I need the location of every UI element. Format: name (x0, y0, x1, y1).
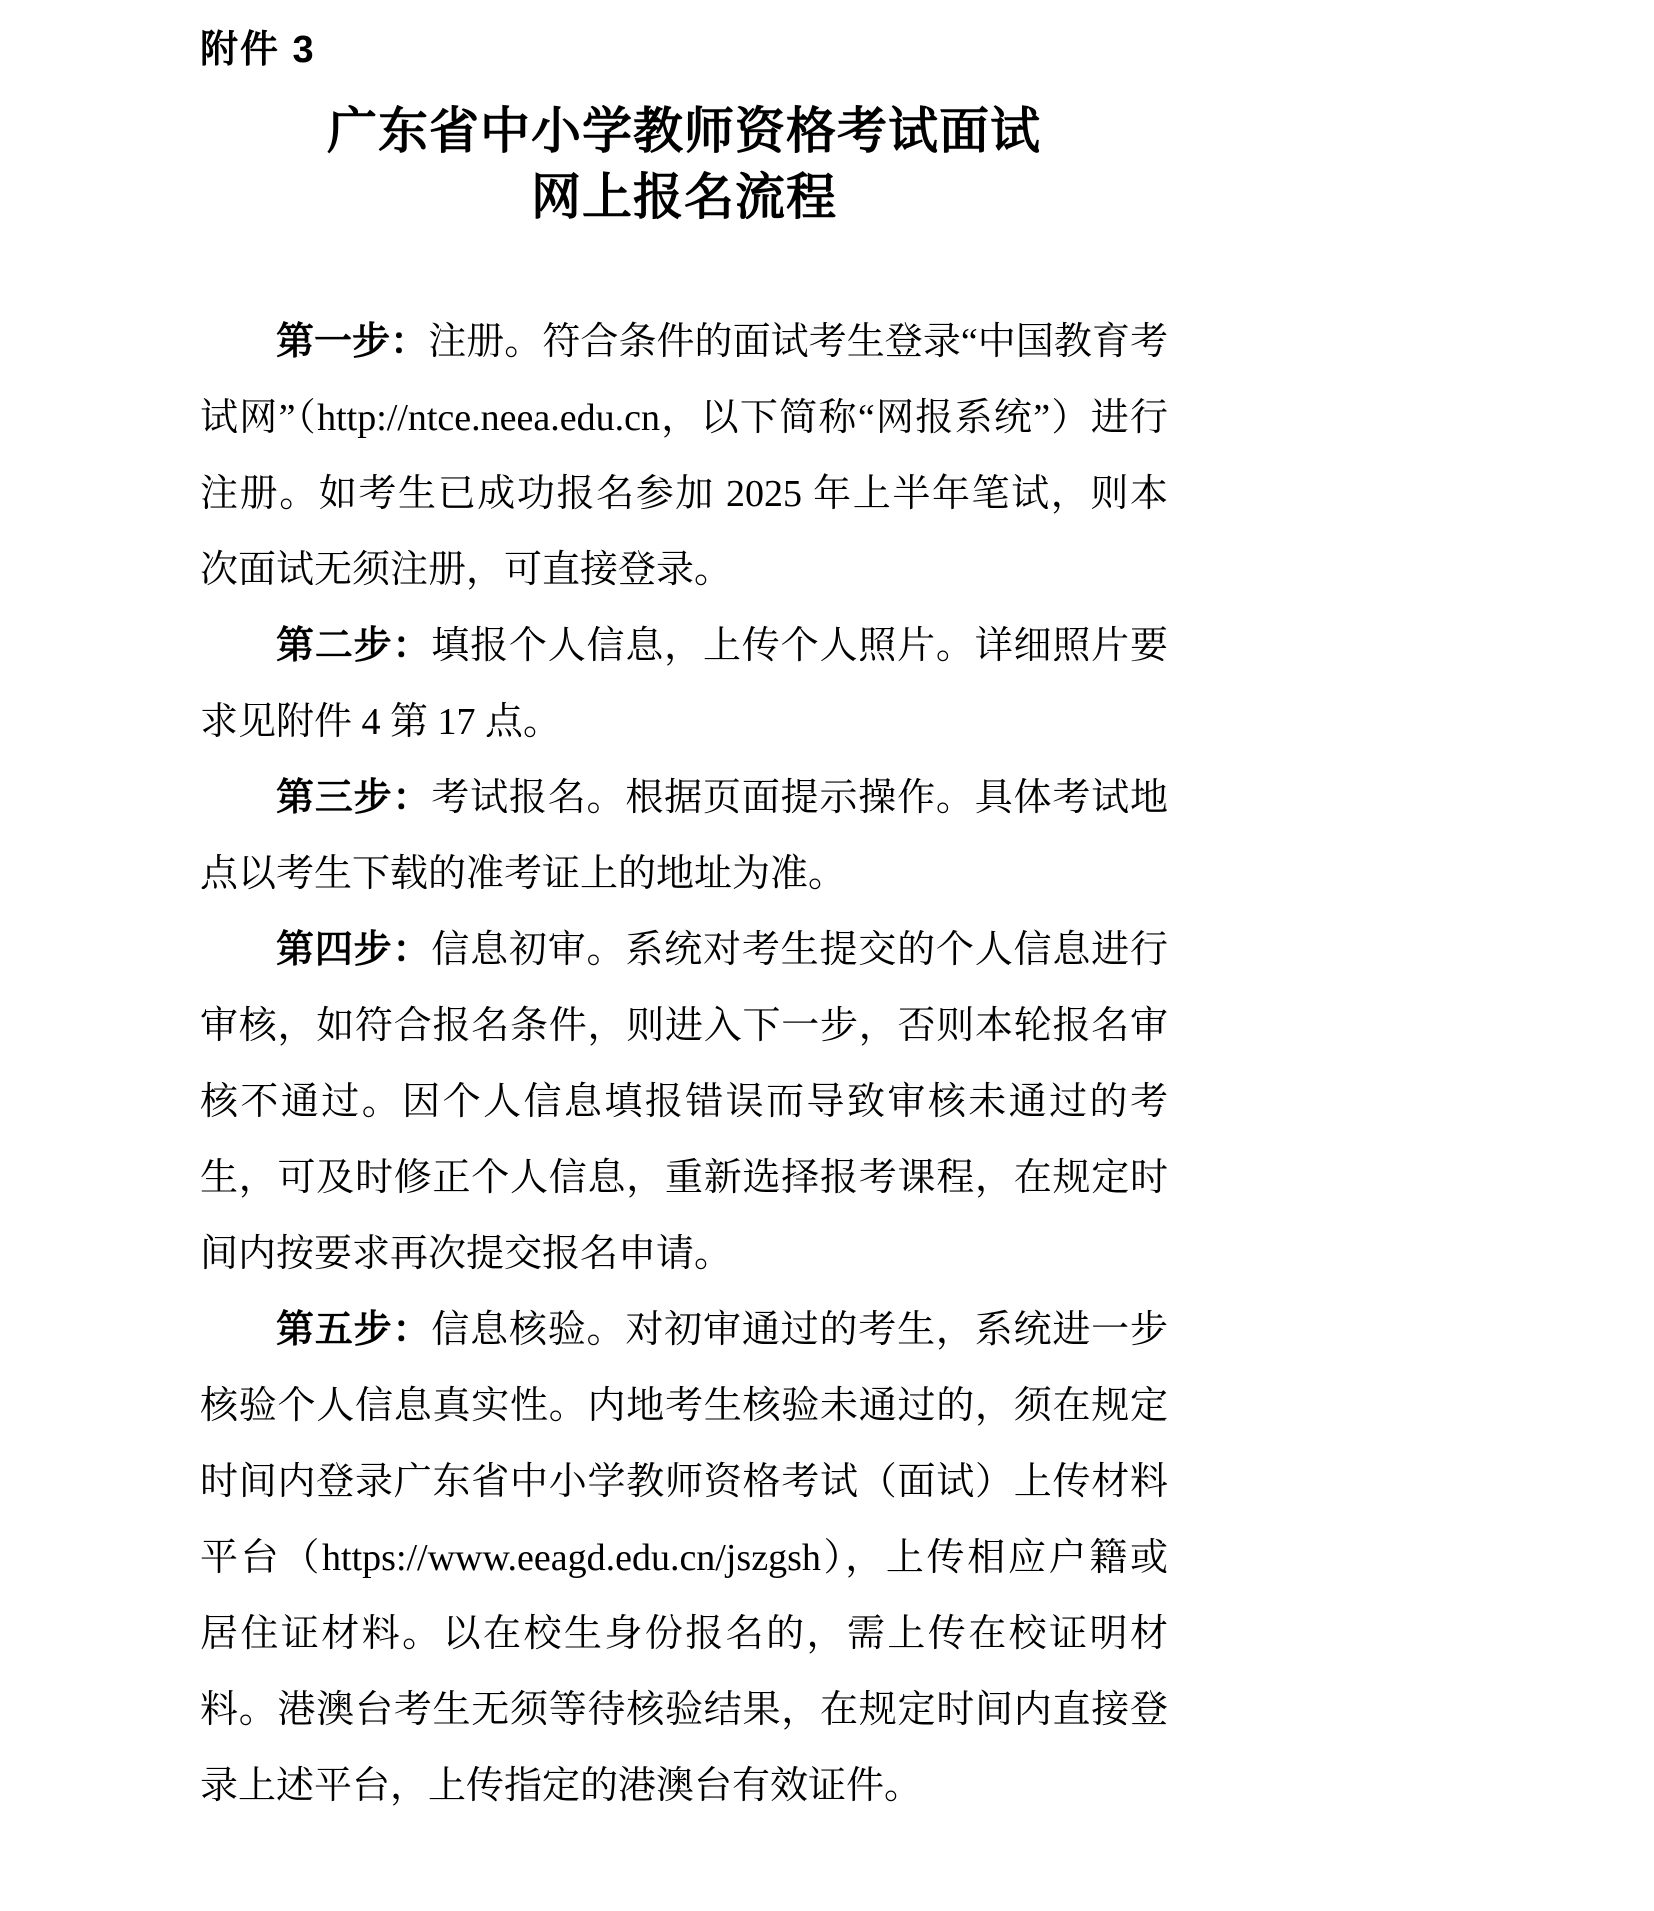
step-paragraph-2: 第二步：填报个人信息，上传个人照片。详细照片要求见附件 4 第 17 点。 (200, 625, 1168, 743)
step-label-5: 第五步： (276, 1309, 432, 1351)
document-body (200, 304, 1168, 1824)
step-label-3: 第三步： (276, 777, 432, 819)
step-label-1: 第一步： (276, 321, 429, 363)
step-paragraph-4: 第四步：信息初审。系统对考生提交的个人信息进行审核，如符合报名条件，则进入下一步，否则本轮报名审核不通过。因个人信息填报错误而导致审核未通过的考生，可及时修正个人信息，重新选择报考课程，在规定时间内按要求再次提交报名申请。 (200, 929, 1168, 1275)
step-paragraph-1: 第一步：注册。符合条件的面试考生登录“中国教育考试网”（http://ntce.neea.edu.cn，以下简称“网报系统”）进行注册。如考生已成功报名参加 2025 年上半年笔试，则本次面试无须注册，可直接登录。 (200, 321, 1168, 591)
step-label-2: 第二步： (276, 625, 432, 667)
step-label-4: 第四步： (276, 929, 432, 971)
step-paragraph-5: 第五步：信息核验。对初审通过的考生，系统进一步核验个人信息真实性。内地考生核验未通过的，须在规定时间内登录广东省中小学教师资格考试（面试）上传材料平台（https://www.eeagd.edu.cn/jszgsh），上传相应户籍或居住证材料。以在校生身份报名的，需上传在校证明材料。港澳台考生无须等待核验结果，在规定时间内直接登录上述平台，上传指定的港澳台有效证件。 (200, 1309, 1168, 1807)
document-title (200, 98, 1168, 230)
attachment-label: 附件 3 (200, 29, 316, 71)
document-title-line-1: 广东省中小学教师资格考试面试 (327, 103, 1041, 159)
step-paragraph-3: 第三步：考试报名。根据页面提示操作。具体考试地点以考生下载的准考证上的地址为准。 (200, 777, 1168, 895)
document-title-line-2: 网上报名流程 (531, 169, 837, 225)
